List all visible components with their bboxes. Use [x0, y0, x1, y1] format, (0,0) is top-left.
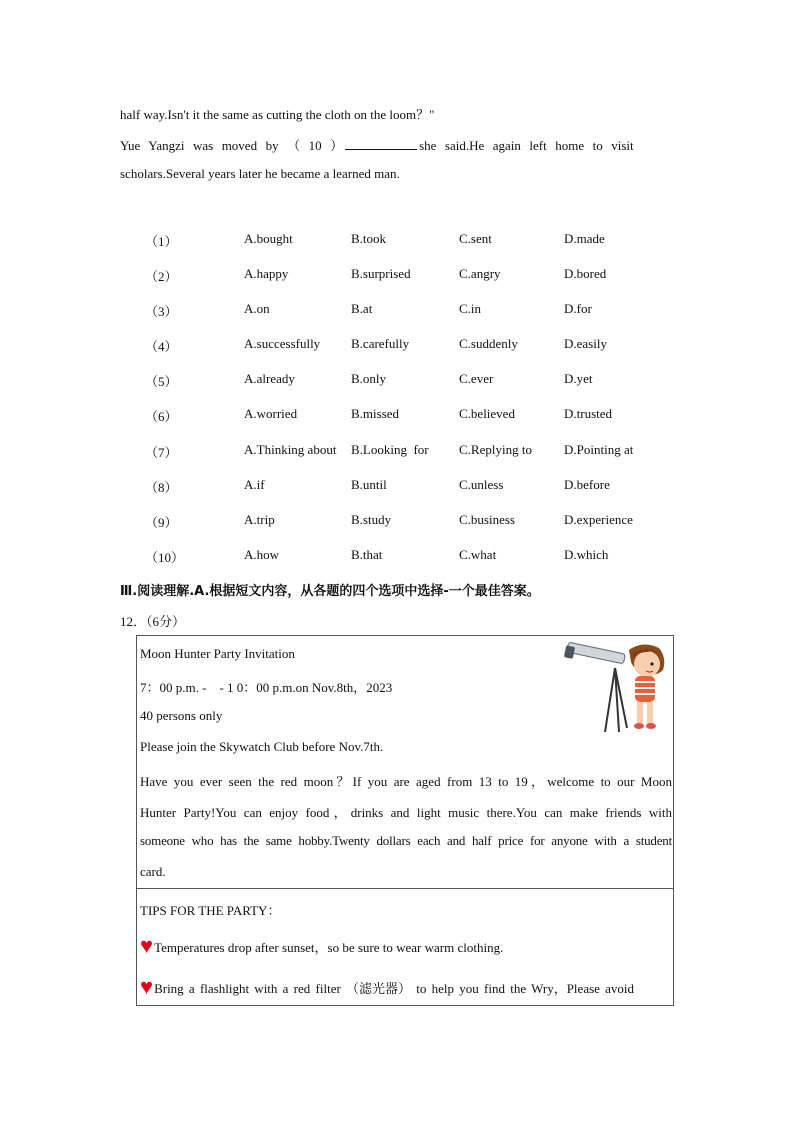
option-d: D.experience	[564, 512, 633, 527]
option-a: A.successfully	[244, 336, 321, 351]
option-b: B.until	[351, 477, 387, 492]
option-a: A.already	[244, 371, 295, 386]
invitation-join: Please join the Skywatch Club before Nov.7th.	[140, 739, 384, 754]
invitation-body-line-4: card.	[140, 864, 166, 879]
option-a: A.on	[244, 301, 270, 316]
option-a: A.if	[244, 477, 265, 492]
invitation-time: 7：00 p.m. - - 1 0：00 p.m.on Nov.8th，2023	[140, 680, 393, 695]
invitation-body-line-2: Hunter Party!You can enjoy food，drinks and light music there.You can make friends with	[140, 805, 672, 820]
option-c: C.angry	[459, 266, 501, 281]
option-number: （2）	[145, 269, 178, 284]
option-c: C.what	[459, 547, 497, 562]
option-a: A.bought	[244, 231, 293, 246]
option-number: （8）	[145, 480, 178, 495]
option-row	[0, 301, 794, 321]
option-c: C.ever	[459, 371, 494, 386]
tip-1	[140, 933, 672, 958]
option-a: A.how	[244, 547, 280, 562]
option-c: C.believed	[459, 406, 515, 421]
option-row	[0, 477, 794, 497]
invitation-body-line-3: someone who has the same hobby.Twenty dollars each and half price for anyone with a student	[140, 833, 672, 848]
passage-line-2-end: she said.He again left home to visit	[419, 138, 634, 153]
option-b: B.study	[351, 512, 392, 527]
option-a: A.happy	[244, 266, 289, 281]
option-number: （1）	[145, 234, 178, 249]
option-c: C.suddenly	[459, 336, 518, 351]
option-row	[0, 231, 794, 251]
tips-title: TIPS FOR THE PARTY：	[140, 903, 281, 918]
tip-2	[140, 974, 672, 999]
passage-line-1: half way.Isn't it the same as cutting the cloth on the loom？"	[120, 107, 435, 122]
option-d: D.which	[564, 547, 609, 562]
box-divider	[137, 888, 673, 889]
option-c: C.business	[459, 512, 515, 527]
option-b: B.carefully	[351, 336, 410, 351]
option-b: B.missed	[351, 406, 400, 421]
question-number: 12．（6分）	[120, 614, 186, 629]
option-b: B.at	[351, 301, 373, 316]
option-row	[0, 336, 794, 356]
option-d: D.easily	[564, 336, 607, 351]
option-a: A.worried	[244, 406, 298, 421]
option-b: B.took	[351, 231, 387, 246]
option-d: D.bored	[564, 266, 607, 281]
section-heading: Ⅲ.阅读理解.A.根据短文内容，从各题的四个选项中选择-一个最佳答案。	[120, 584, 540, 599]
option-b: B.surprised	[351, 266, 411, 281]
option-number: （4）	[145, 339, 178, 354]
invitation-limit: 40 persons only	[140, 708, 223, 723]
option-d: D.for	[564, 301, 592, 316]
passage-line-3: scholars.Several years later he became a learned man.	[120, 166, 400, 181]
invitation-box	[136, 635, 674, 1006]
option-d: D.before	[564, 477, 610, 492]
option-number: （3）	[145, 304, 178, 319]
option-b: B.Looking for	[351, 442, 429, 457]
option-d: D.Pointing at	[564, 442, 634, 457]
option-c: C.sent	[459, 231, 492, 246]
heart-icon: ♥	[140, 974, 154, 999]
option-number: （7）	[145, 445, 178, 460]
option-b: B.only	[351, 371, 387, 386]
option-c: C.Replying to	[459, 442, 532, 457]
option-number: （9）	[145, 515, 178, 530]
invitation-body-line-1: Have you ever seen the red moon？If you are aged from 13 to 19，welcome to our Moon	[140, 774, 672, 789]
option-c: C.in	[459, 301, 482, 316]
heart-icon: ♥	[140, 933, 154, 958]
option-d: D.made	[564, 231, 605, 246]
option-a: A.trip	[244, 512, 275, 527]
passage-line-2	[120, 135, 673, 154]
option-row	[0, 512, 794, 532]
option-row	[0, 442, 794, 462]
tip-2-text: Bring a flashlight with a red filter （滤光器） to help you find the Wry，Please avoid	[154, 981, 635, 996]
option-row	[0, 371, 794, 391]
option-number: （6）	[145, 409, 178, 424]
answer-blank-10	[345, 137, 417, 150]
passage-line-2-start: Yue Yangzi was moved by （ 10 ）	[120, 138, 344, 153]
option-d: D.yet	[564, 371, 593, 386]
option-row	[0, 406, 794, 426]
option-number: （5）	[145, 374, 178, 389]
option-d: D.trusted	[564, 406, 613, 421]
invitation-title: Moon Hunter Party Invitation	[140, 646, 295, 661]
option-row	[0, 266, 794, 286]
tip-1-text: Temperatures drop after sunset，so be sure to wear warm clothing.	[154, 940, 504, 955]
option-c: C.unless	[459, 477, 504, 492]
option-a: A.Thinking about	[244, 442, 337, 457]
option-number: （10）	[145, 550, 185, 565]
option-b: B.that	[351, 547, 383, 562]
option-row	[0, 547, 794, 567]
